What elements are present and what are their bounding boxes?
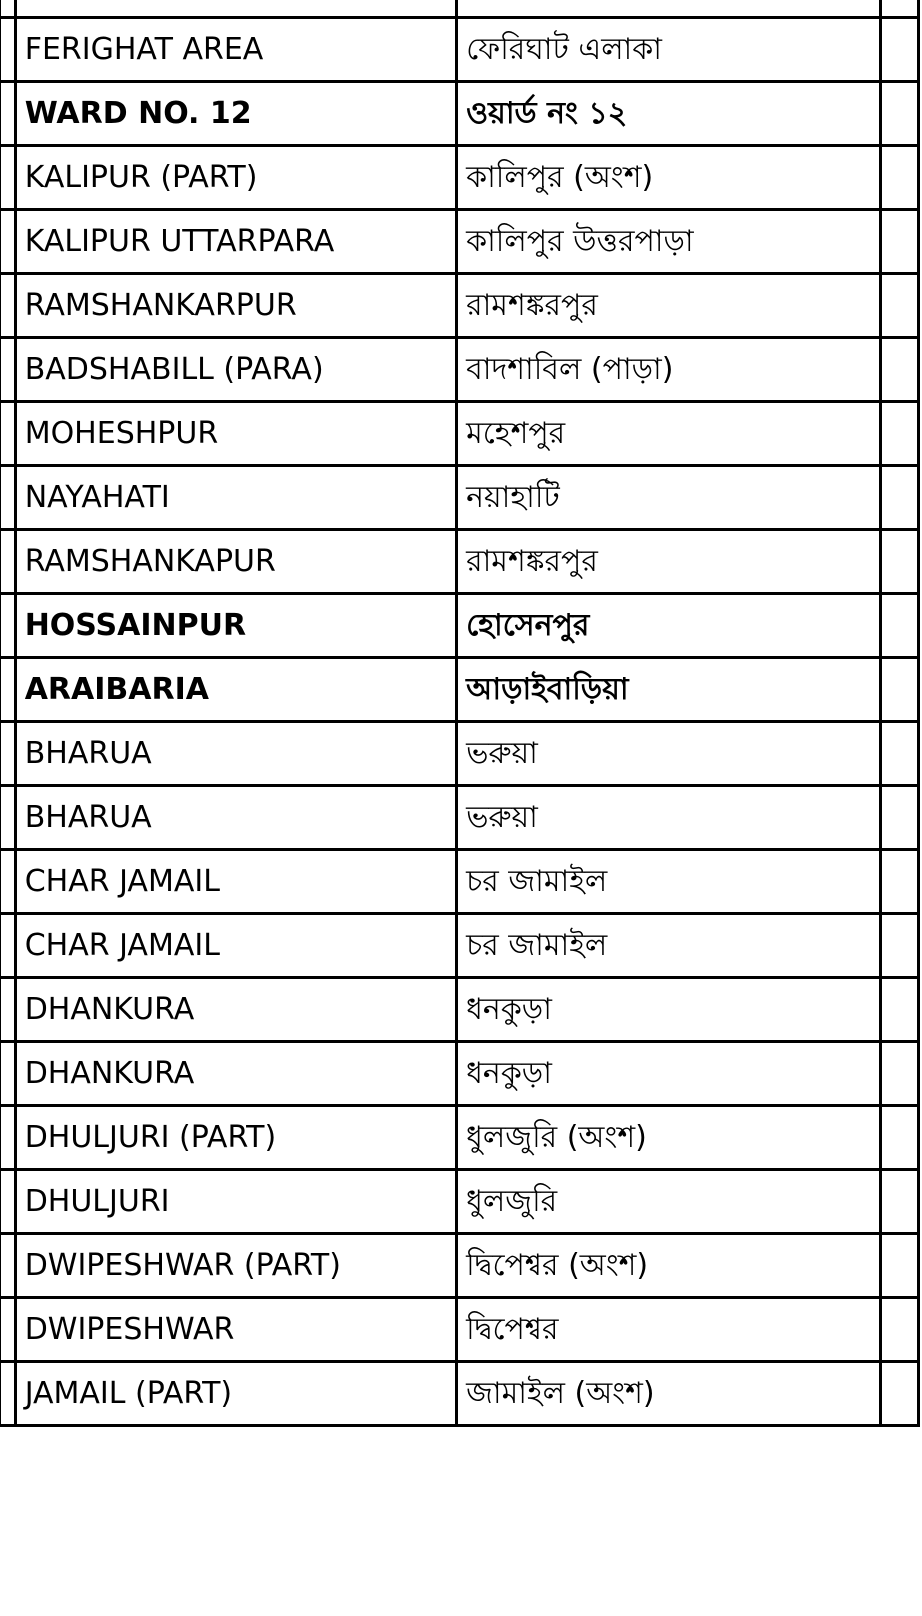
- table-cell-english-name: DHULJURI (PART): [15, 1106, 456, 1170]
- table-cell-bengali-name: চর জামাইল: [457, 850, 881, 914]
- table-row: [0, 210, 919, 274]
- table-row: [0, 1362, 919, 1426]
- table-cell-left-stub: [0, 338, 15, 402]
- table-cell-left-stub: [0, 530, 15, 594]
- table-cell-english-name: BHARUA: [15, 786, 456, 850]
- table-cell-left-stub: [0, 1234, 15, 1298]
- table-row: [0, 338, 919, 402]
- table-cell-right-stub: [880, 594, 918, 658]
- table-cell-right-stub: [880, 1106, 918, 1170]
- table-cell-left-stub: [0, 82, 15, 146]
- table-row: [0, 1170, 919, 1234]
- table-cell-bengali-name: নয়াহাটি: [457, 466, 881, 530]
- table-cell-english-name: [15, 0, 456, 18]
- table-cell-left-stub: [0, 210, 15, 274]
- table-cell-english-name: MOHESHPUR: [15, 402, 456, 466]
- table-cell-english-name: CHAR JAMAIL: [15, 914, 456, 978]
- table-cell-left-stub: [0, 658, 15, 722]
- table-row: [0, 82, 919, 146]
- table-cell-english-name: DHULJURI: [15, 1170, 456, 1234]
- table-cell-english-name: DWIPESHWAR (PART): [15, 1234, 456, 1298]
- table-cell-right-stub: [880, 978, 918, 1042]
- table-row: [0, 18, 919, 82]
- table-cell-english-name: NAYAHATI: [15, 466, 456, 530]
- table-cell-bengali-name: ধুলজুরি: [457, 1170, 881, 1234]
- table-cell-bengali-name: দ্বিপেশ্বর (অংশ): [457, 1234, 881, 1298]
- table-row: [0, 658, 919, 722]
- table-cell-bengali-name: মহেশপুর: [457, 402, 881, 466]
- table-row: [0, 1042, 919, 1106]
- table-row: [0, 786, 919, 850]
- table-cell-left-stub: [0, 466, 15, 530]
- table-cell-english-name: RAMSHANKAPUR: [15, 530, 456, 594]
- table-cell-bengali-name: কালিপুর উত্তরপাড়া: [457, 210, 881, 274]
- table-cell-right-stub: [880, 18, 918, 82]
- table-cell-bengali-name: হোসেনপুর: [457, 594, 881, 658]
- table-cell-right-stub: [880, 1298, 918, 1362]
- table-row: [0, 1298, 919, 1362]
- table-cell-left-stub: [0, 722, 15, 786]
- table-row-cropped-top: [0, 0, 919, 18]
- table-cell-bengali-name: ধুলজুরি (অংশ): [457, 1106, 881, 1170]
- table-cell-right-stub: [880, 850, 918, 914]
- table-cell-right-stub: [880, 466, 918, 530]
- table-cell-english-name: DHANKURA: [15, 1042, 456, 1106]
- table-cell-english-name: BADSHABILL (PARA): [15, 338, 456, 402]
- table-cell-left-stub: [0, 594, 15, 658]
- table-cell-bengali-name: রামশঙ্করপুর: [457, 530, 881, 594]
- table-cell-bengali-name: বাদশাবিল (পাড়া): [457, 338, 881, 402]
- table-cell-english-name: JAMAIL (PART): [15, 1362, 456, 1426]
- table-cell-bengali-name: আড়াইবাড়িয়া: [457, 658, 881, 722]
- table-cell-right-stub: [880, 722, 918, 786]
- table-cell-bengali-name: জামাইল (অংশ): [457, 1362, 881, 1426]
- table-cell-english-name: KALIPUR UTTARPARA: [15, 210, 456, 274]
- table-cell-right-stub: [880, 530, 918, 594]
- table-cell-left-stub: [0, 0, 15, 18]
- table-cell-right-stub: [880, 0, 918, 18]
- table-row: [0, 274, 919, 338]
- table-cell-bengali-name: ধনকুড়া: [457, 1042, 881, 1106]
- table-cell-english-name: WARD NO. 12: [15, 82, 456, 146]
- table-cell-english-name: DHANKURA: [15, 978, 456, 1042]
- table-cell-bengali-name: চর জামাইল: [457, 914, 881, 978]
- table-cell-right-stub: [880, 274, 918, 338]
- table-cell-bengali-name: ওয়ার্ড নং ১২: [457, 82, 881, 146]
- table-row: [0, 594, 919, 658]
- table-cell-left-stub: [0, 1170, 15, 1234]
- table-cell-right-stub: [880, 146, 918, 210]
- table-cell-left-stub: [0, 850, 15, 914]
- table-cell-right-stub: [880, 1042, 918, 1106]
- table-cell-left-stub: [0, 786, 15, 850]
- table-row: [0, 466, 919, 530]
- table-cell-left-stub: [0, 1298, 15, 1362]
- table-cell-bengali-name: ভরুয়া: [457, 786, 881, 850]
- table-cell-right-stub: [880, 82, 918, 146]
- table-cell-right-stub: [880, 338, 918, 402]
- table-cell-bengali-name: ফেরিঘাট এলাকা: [457, 18, 881, 82]
- table-cell-right-stub: [880, 210, 918, 274]
- table-cell-right-stub: [880, 658, 918, 722]
- table-cell-bengali-name: ধনকুড়া: [457, 978, 881, 1042]
- table-cell-left-stub: [0, 146, 15, 210]
- table-cell-right-stub: [880, 914, 918, 978]
- table-cell-english-name: RAMSHANKARPUR: [15, 274, 456, 338]
- table-cell-bengali-name: রামশঙ্করপুর: [457, 274, 881, 338]
- table-row: [0, 1234, 919, 1298]
- table-cell-left-stub: [0, 914, 15, 978]
- table-cell-left-stub: [0, 1362, 15, 1426]
- table-cell-left-stub: [0, 978, 15, 1042]
- table-row: [0, 850, 919, 914]
- table-cell-english-name: CHAR JAMAIL: [15, 850, 456, 914]
- table-cell-right-stub: [880, 786, 918, 850]
- table-cell-bengali-name: কালিপুর (অংশ): [457, 146, 881, 210]
- table-cell-english-name: KALIPUR (PART): [15, 146, 456, 210]
- table-cell-right-stub: [880, 402, 918, 466]
- table-cell-english-name: BHARUA: [15, 722, 456, 786]
- table-row: [0, 1106, 919, 1170]
- table-row: [0, 978, 919, 1042]
- table-cell-english-name: DWIPESHWAR: [15, 1298, 456, 1362]
- table-cell-bengali-name: [457, 0, 881, 18]
- table-cell-right-stub: [880, 1362, 918, 1426]
- table-cell-english-name: ARAIBARIA: [15, 658, 456, 722]
- table-row: [0, 146, 919, 210]
- table-cell-right-stub: [880, 1234, 918, 1298]
- table-cell-left-stub: [0, 402, 15, 466]
- table-row: [0, 530, 919, 594]
- table-cell-left-stub: [0, 18, 15, 82]
- table-row: [0, 402, 919, 466]
- table-cell-bengali-name: ভরুয়া: [457, 722, 881, 786]
- table-cell-bengali-name: দ্বিপেশ্বর: [457, 1298, 881, 1362]
- table-cell-left-stub: [0, 274, 15, 338]
- table-cell-english-name: FERIGHAT AREA: [15, 18, 456, 82]
- table-cell-left-stub: [0, 1042, 15, 1106]
- table-row: [0, 722, 919, 786]
- table-cell-left-stub: [0, 1106, 15, 1170]
- table-cell-right-stub: [880, 1170, 918, 1234]
- table-cell-english-name: HOSSAINPUR: [15, 594, 456, 658]
- table-row: [0, 914, 919, 978]
